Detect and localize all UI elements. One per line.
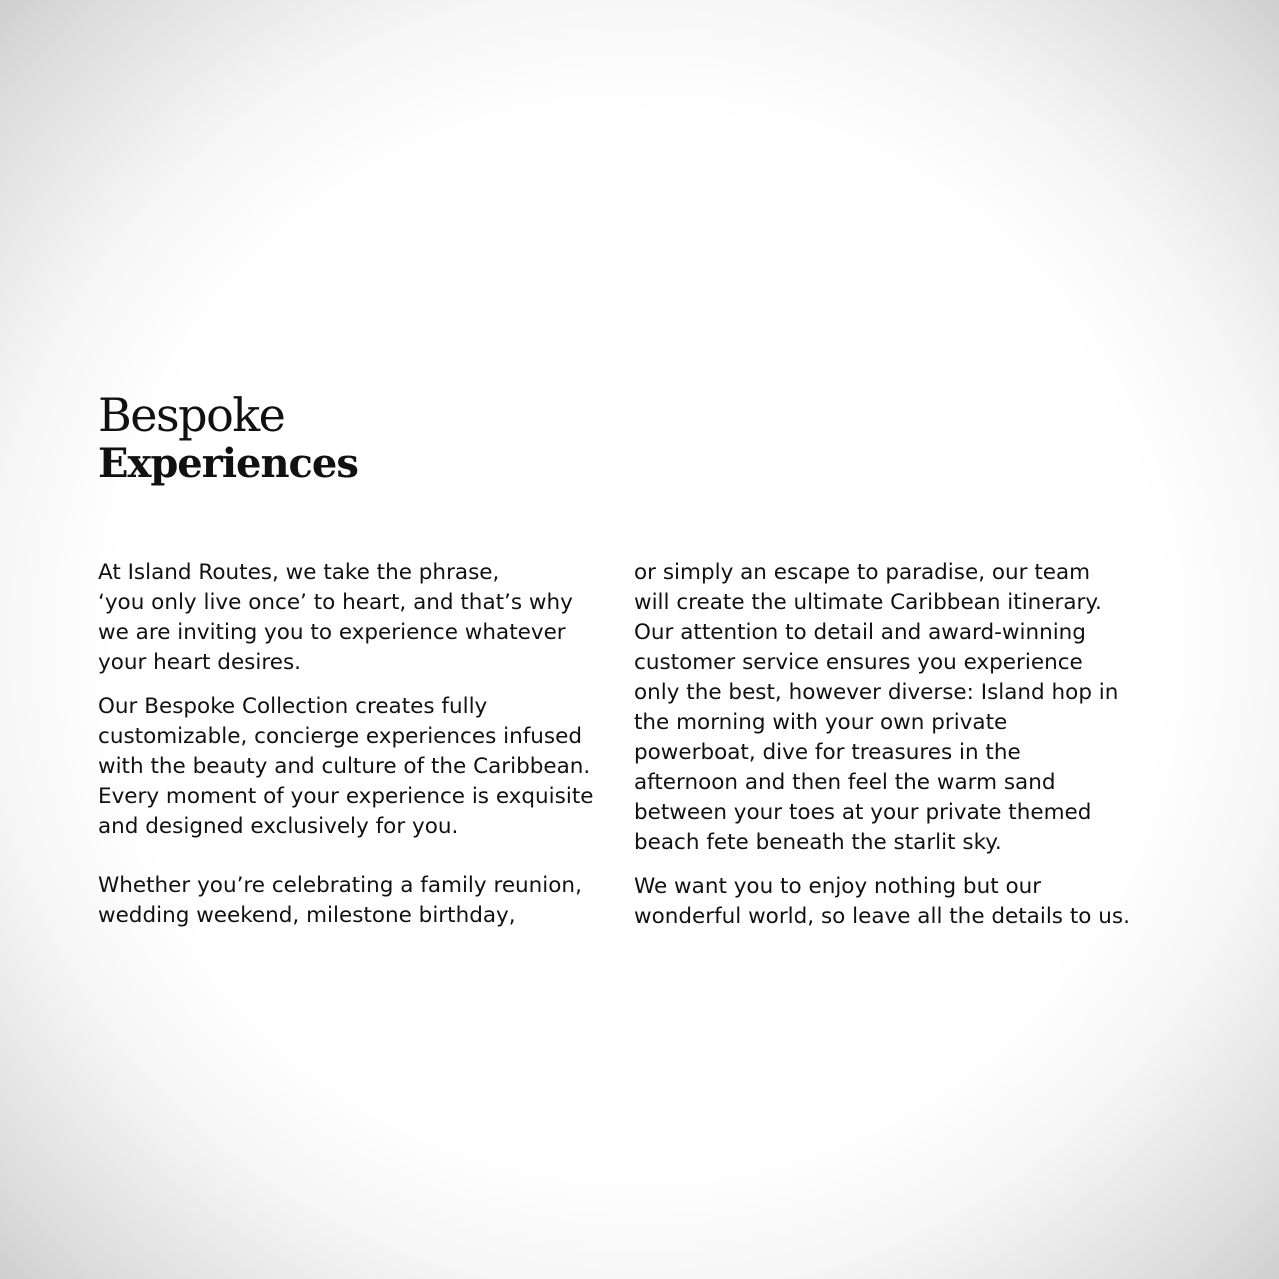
left-column (98, 558, 628, 931)
text-line: Our attention to detail and award-winning (634, 620, 1086, 645)
text-line: your heart desires. (98, 650, 301, 675)
text-line: Every moment of your experience is exquisite (98, 784, 594, 809)
text-line: customizable, concierge experiences infused (98, 724, 582, 749)
text-line: with the beauty and culture of the Caribbean. (98, 754, 591, 779)
text-line: beach fete beneath the starlit sky. (634, 830, 1002, 855)
intro-paragraph (98, 558, 628, 678)
text-line: customer service ensures you experience (634, 650, 1083, 675)
text-line: powerboat, dive for treasures in the (634, 740, 1021, 765)
text-line: or simply an escape to paradise, our team (634, 560, 1091, 585)
text-line: we are inviting you to experience whatever (98, 620, 566, 645)
celebration-paragraph (98, 871, 628, 931)
closing-paragraph (634, 872, 1164, 932)
text-line: ‘you only live once’ to heart, and that’s why (98, 590, 573, 615)
text-line: wedding weekend, milestone birthday, (98, 903, 516, 928)
text-line: and designed exclusively for you. (98, 814, 459, 839)
itinerary-paragraph (634, 558, 1164, 858)
collection-paragraph (98, 692, 628, 842)
text-line: wonderful world, so leave all the details to us. (634, 904, 1130, 929)
text-line: Our Bespoke Collection creates fully (98, 694, 488, 719)
text-line: afternoon and then feel the warm sand (634, 770, 1056, 795)
text-line: only the best, however diverse: Island hop in (634, 680, 1119, 705)
text-line: Whether you’re celebrating a family reunion, (98, 873, 582, 898)
page-title (98, 388, 358, 486)
text-line: At Island Routes, we take the phrase, (98, 560, 500, 585)
title-line-1: Bespoke (98, 388, 285, 442)
right-column (634, 558, 1164, 932)
title-line-2: Experiences (98, 440, 358, 487)
text-line: will create the ultimate Caribbean itinerary. (634, 590, 1102, 615)
text-line: the morning with your own private (634, 710, 1008, 735)
text-line: We want you to enjoy nothing but our (634, 874, 1042, 899)
text-line: between your toes at your private themed (634, 800, 1092, 825)
